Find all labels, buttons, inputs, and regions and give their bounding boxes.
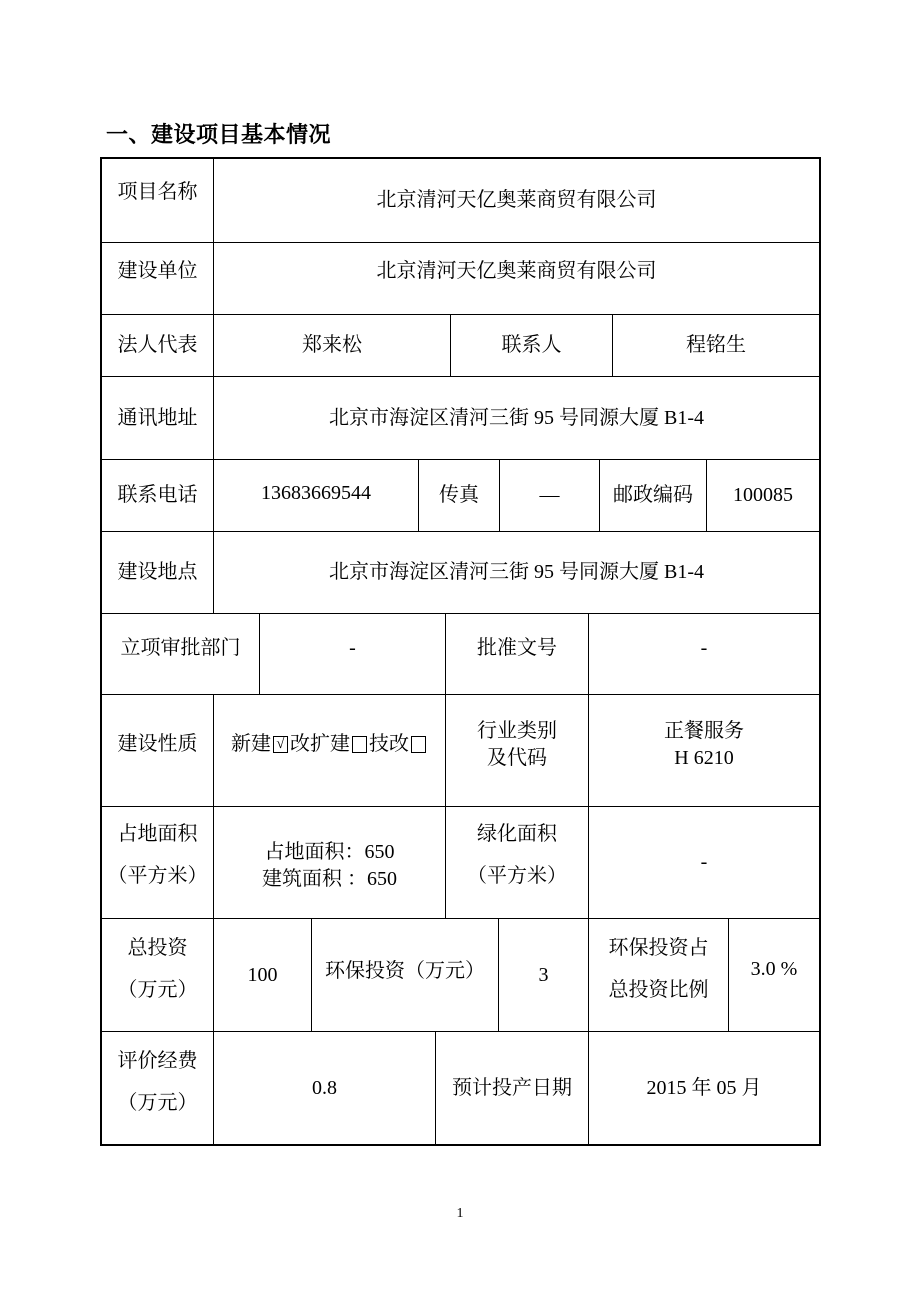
address-label: 通讯地址: [117, 406, 198, 429]
env-ratio-label: 环保投资占 总投资比例: [608, 937, 709, 1001]
env-investment-value: 3: [538, 963, 549, 986]
project-name-value: 北京清河天亿奥莱商贸有限公司: [376, 189, 657, 211]
investment-value: 100: [247, 963, 278, 986]
start-date-label: 预计投产日期: [452, 1076, 572, 1099]
start-date-value: 2015 年 05 月: [646, 1076, 762, 1099]
industry-label: 行业类别 及代码: [477, 719, 557, 769]
construction-unit-value: 北京清河天亿奥莱商贸有限公司: [376, 260, 657, 282]
construction-unit-label: 建设单位: [117, 260, 198, 282]
phone-value: 13683669544: [261, 482, 371, 504]
area-value: 占地面积：650 建筑面积 ：650: [262, 840, 397, 890]
address-value: 北京市海淀区清河三街 95 号同源大厦 B1-4: [329, 406, 704, 429]
approval-value: -: [349, 636, 356, 659]
option-new-checkbox[interactable]: √: [273, 736, 288, 753]
phone-label: 联系电话: [117, 484, 198, 506]
postcode-label: 邮政编码: [613, 484, 693, 506]
fee-value: 0.8: [312, 1076, 337, 1099]
project-name-label: 项目名称: [117, 181, 198, 203]
env-ratio-value: 3.0 %: [750, 957, 798, 980]
postcode-value: 100085: [733, 484, 793, 506]
row-border: [100, 1144, 821, 1146]
contact-label: 联系人: [501, 334, 562, 356]
approval-doc-label: 批准文号: [477, 636, 557, 659]
area-label: 占地面积 （平方米）: [107, 823, 208, 887]
option-new-label: 新建: [231, 733, 271, 755]
site-label: 建设地点: [117, 561, 198, 583]
industry-value: 正餐服务 H 6210: [664, 719, 744, 769]
option-tech-checkbox[interactable]: [411, 736, 426, 753]
nature-label: 建设性质: [117, 733, 198, 755]
fax-value: —: [539, 484, 560, 506]
option-tech-label: 技改: [369, 733, 409, 755]
option-expand-label: 改扩建: [290, 733, 350, 755]
option-expand-checkbox[interactable]: [352, 736, 367, 753]
approval-label: 立项审批部门: [120, 636, 241, 659]
section-title: 一、建设项目基本情况: [106, 123, 332, 148]
env-investment-label: 环保投资（万元）: [325, 959, 485, 982]
investment-label: 总投资 （万元）: [117, 937, 198, 1001]
fee-label: 评价经费 （万元）: [117, 1050, 198, 1114]
approval-doc-value: -: [700, 636, 708, 659]
page-number: 1: [456, 1206, 464, 1221]
table-border-right: [819, 157, 821, 1146]
green-area-label: 绿化面积 （平方米）: [467, 823, 567, 887]
legal-rep-value: 郑来松: [302, 334, 362, 356]
site-value: 北京市海淀区清河三街 95 号同源大厦 B1-4: [329, 561, 704, 583]
green-area-value: -: [700, 851, 708, 873]
contact-value: 程铭生: [686, 334, 746, 356]
legal-rep-label: 法人代表: [117, 334, 198, 356]
fax-label: 传真: [439, 484, 479, 506]
nature-options: [214, 695, 445, 806]
